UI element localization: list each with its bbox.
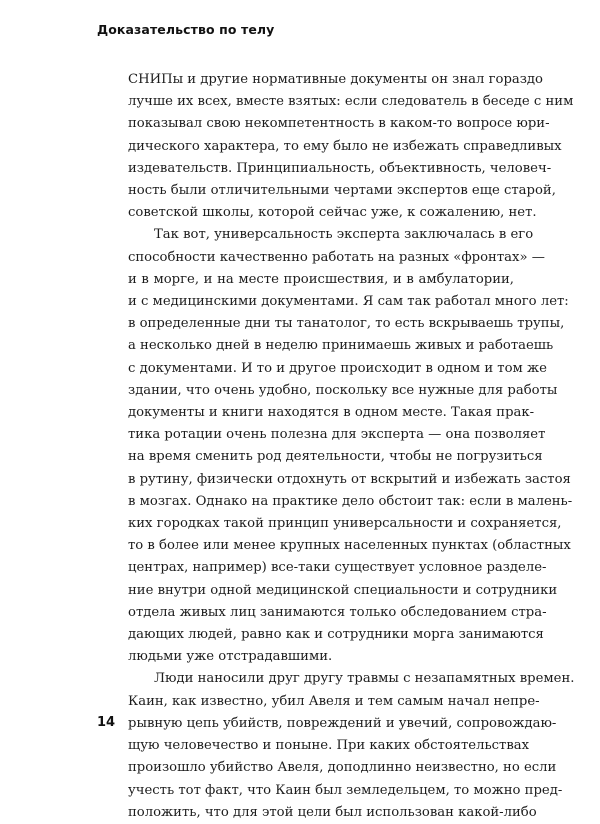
text-line: дающих людей, равно как и сотрудники морга занимаются (128, 627, 544, 643)
paragraph (128, 224, 573, 668)
text-line: щую человечество и поныне. При каких обстоятельствах (128, 738, 530, 754)
text-line: а несколько дней в неделю принимаешь живых и работаешь (128, 338, 554, 354)
text-line: лучше их всех, вместе взятых: если следователь в беседе с ним (128, 94, 574, 110)
text-line: советской школы, которой сейчас уже, к сожалению, нет. (128, 205, 537, 221)
body-text (128, 69, 575, 824)
text-line: положить, что для этой цели был использован какой-либо (128, 804, 537, 820)
text-line: издевательств. Принципиальность, объективность, человеч- (128, 160, 552, 176)
text-line: в мозгах. Однако на практике дело обстоит так: если в малень- (128, 493, 573, 509)
text-line: людьми уже отстрадавшими. (128, 649, 333, 665)
text-line: на время сменить род деятельности, чтобы не погрузиться (128, 449, 543, 465)
text-line: ние внутри одной медицинской специальности и сотрудники (128, 582, 558, 598)
text-line: Люди наносили друг другу травмы с незапамятных времен. (154, 671, 575, 687)
text-line: произошло убийство Авеля, доподлинно неизвестно, но если (128, 760, 557, 776)
text-line: учесть тот факт, что Каин был земледельцем, то можно пред- (128, 782, 563, 798)
text-line: тика ротации очень полезна для эксперта — она позволяет (128, 427, 546, 443)
text-line: в рутину, физически отдохнуть от вскрытий и избежать застоя (128, 471, 571, 487)
text-line: в определенные дни ты танатолог, то есть вскрываешь трупы, (128, 316, 565, 332)
text-line: Так вот, универсальность эксперта заключалась в его (154, 227, 534, 243)
text-line: центрах, например) все-таки существует условное разделе- (128, 560, 547, 576)
text-line: СНИПы и другие нормативные документы он знал гораздо (128, 72, 543, 87)
text-line: Каин, как известно, убил Авеля и тем самым начал непре- (128, 693, 540, 709)
text-line: дического характера, то ему было не избежать справедливых (128, 138, 562, 154)
text-line: то в более или менее крупных населенных пунктах (областных (128, 538, 571, 554)
text-line: с документами. И то и другое происходит в одном и том же (128, 360, 547, 376)
text-line: показывал свою некомпетентность в каком-то вопросе юри- (128, 116, 550, 132)
text-line: ких городках такой принцип универсальности и сохраняется, (128, 516, 562, 532)
paragraph (128, 668, 575, 823)
text-line: рывную цепь убийств, повреждений и увечий, сопровождаю- (128, 715, 557, 731)
text-line: и в морге, и на месте происшествия, и в амбулатории, (128, 271, 514, 287)
text-line: документы и книги находятся в одном месте. Такая прак- (128, 405, 535, 421)
running-head: Доказательство по телу (97, 22, 275, 37)
text-line: и с медицинскими документами. Я сам так работал много лет: (128, 294, 569, 310)
text-line: способности качественно работать на разных «фронтах» — (128, 249, 545, 265)
text-line: здании, что очень удобно, поскольку все нужные для работы (128, 382, 558, 398)
text-line: ность были отличительными чертами экспертов еще старой, (128, 183, 556, 199)
page-number: 14 (97, 715, 116, 730)
text-line: отдела живых лиц занимаются только обследованием стра- (128, 604, 547, 620)
paragraph (128, 69, 574, 224)
